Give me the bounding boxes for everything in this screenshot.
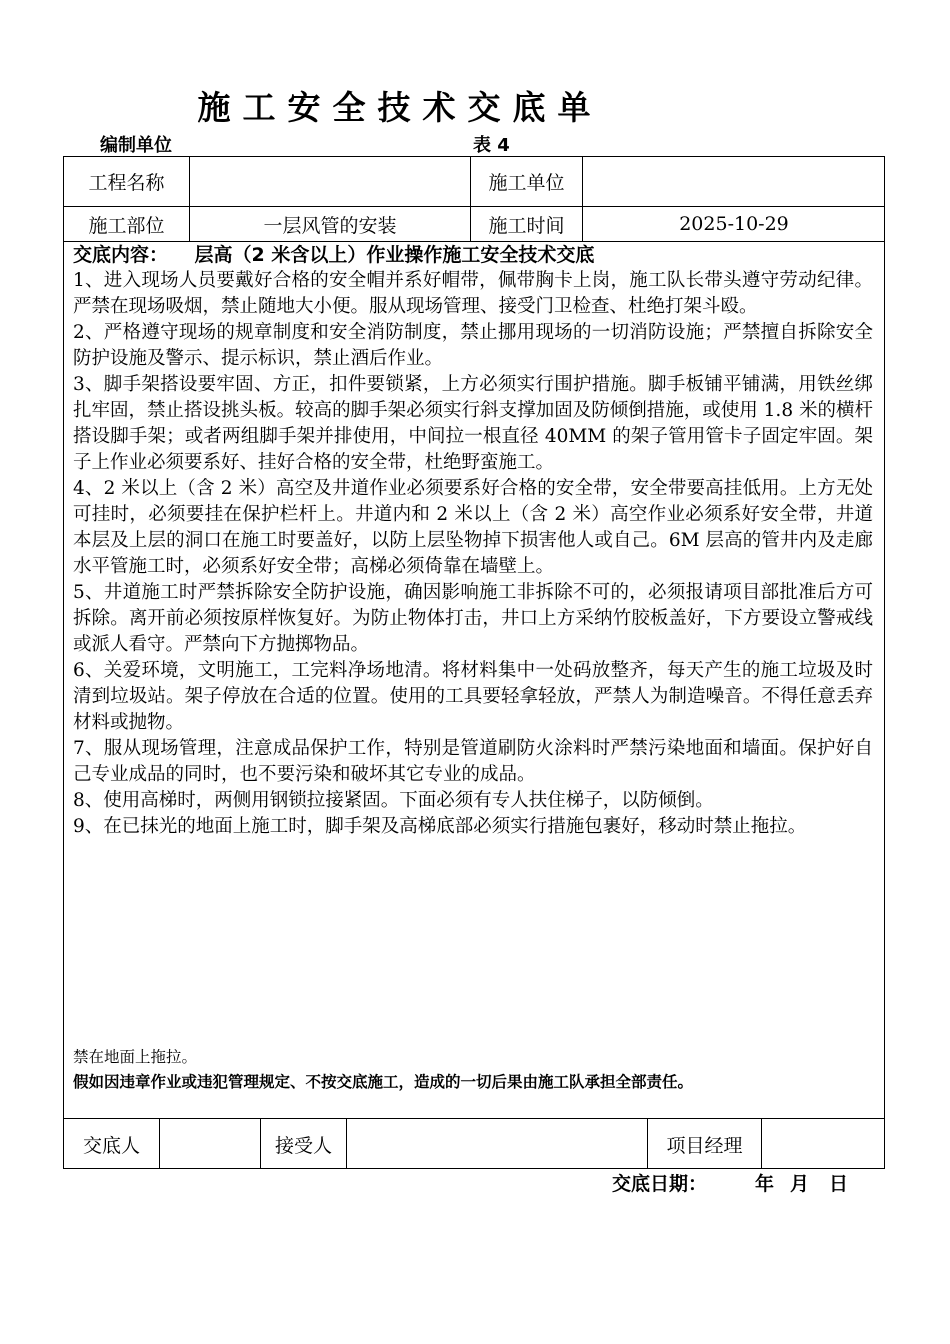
project-name-label: 工程名称 [88,172,165,194]
date-month: 月 [790,1173,810,1195]
construction-time-label: 施工时间 [488,214,565,237]
compiling-unit-label: 编制单位 [100,135,172,156]
disclosure-date [612,1169,848,1196]
safety-item: 8、使用高梯时，两侧用钢锁拉接紧固。下面必须有专人扶住梯子，以防倾倒。 [73,790,714,811]
safety-item: 4、2 米以上（含 2 米）高空及井道作业必须要系好合格的安全带，安全带要高挂低用。上方无处可挂时，必须要挂在保护栏杆上。井道内和 2 米以上（含 2 米）高空作业必须系好安全带，井道本层及上层的洞口在施工时要盖好，以防上层坠物掉下损害他人或自己。6M 层高的管井内及走廊水平管施工时，必须系好安全带；高梯必须倚靠在墙壁上。 [73,478,873,577]
safety-item: 1、进入现场人员要戴好合格的安全帽并系好帽带，佩带胸卡上岗，施工队长带头遵守劳动纪律。严禁在现场吸烟，禁止随地大小便。服从现场管理、接受门卫检查、杜绝打架斗殴。 [73,270,873,317]
disclosure-form [63,156,885,1169]
project-name-field[interactable] [190,157,470,206]
safety-item: 7、服从现场管理，注意成品保护工作，特别是管道刷防火涂料时严禁污染地面和墙面。保护好自己专业成品的同时，也不要污染和破坏其它专业的成品。 [73,738,873,785]
table-number-label: 表 4 [473,135,510,156]
date-year: 年 [755,1173,775,1195]
content-heading [73,242,873,268]
safety-item: 5、井道施工时严禁拆除安全防护设施，确因影响施工非拆除不可的，必须报请项目部批准后方可拆除。离开前必须按原样恢复好。为防止物体打击，井口上方采纳竹胶板盖好，下方要设立警戒线或派人看守。严禁向下方抛掷物品。 [73,582,873,655]
safety-item: 2、严格遵守现场的规章制度和安全消防制度，禁止挪用现场的一切消防设施；严禁擅自拆除安全防护设施及警示、提示标识，禁止酒后作业。 [73,322,873,369]
responsibility-statement: 假如因违章作业或违犯管理规定、不按交底施工，造成的一切后果由施工队承担全部责任。 [73,1073,694,1091]
safety-item: 6、关爱环境，文明施工，工完料净场地清。将材料集中一处码放整齐，每天产生的施工垃圾及时清到垃圾站。架子停放在合适的位置。使用的工具要轻拿轻放，严禁人为制造噪音。不得任意丢弃材料或抛物。 [73,660,873,733]
project-manager-label: 项目经理 [666,1134,743,1157]
safety-item: 9、在已抹光的地面上施工时，脚手架及高梯底部必须实行措施包裹好，移动时禁止拖拉。 [73,816,807,837]
content-label: 交底内容： [73,244,169,266]
date-label: 交底日期： [612,1173,708,1195]
construction-location-label: 施工部位 [88,214,165,237]
construction-time-field[interactable]: 2025-10-29 [679,213,789,235]
safety-item: 3、脚手架搭设要牢固、方正，扣件要锁紧，上方必须实行围护措施。脚手板铺平铺满，用铁丝绑扎牢固，禁止搭设挑头板。较高的脚手架必须实行斜支撑加固及防倾倒措施，或使用 1.8 米的横杆搭设脚手架；或者两组脚手架并排使用，中间拉一根直径 40MM 的架子管用管卡子固定牢固。架子上作业必须要系好、挂好合格的安全带，杜绝野蛮施工。 [73,374,873,473]
date-day: 日 [829,1173,849,1195]
disclosure-content [73,242,873,840]
receiver-signature-field[interactable] [347,1119,647,1169]
construction-unit-label: 施工单位 [488,172,565,194]
receiver-label: 接受人 [274,1134,332,1157]
content-topic: 层高（2 米含以上）作业操作施工安全技术交底 [194,244,595,266]
presenter-signature-field[interactable] [160,1119,260,1169]
note-fragment: 禁在地面上拖拉。 [73,1048,198,1066]
construction-unit-field[interactable] [583,157,885,206]
presenter-label: 交底人 [82,1134,140,1157]
document-title: 施工安全技术交底单 [197,88,603,127]
construction-location-field[interactable]: 一层风管的安装 [263,214,397,237]
project-manager-signature-field[interactable] [762,1119,885,1169]
